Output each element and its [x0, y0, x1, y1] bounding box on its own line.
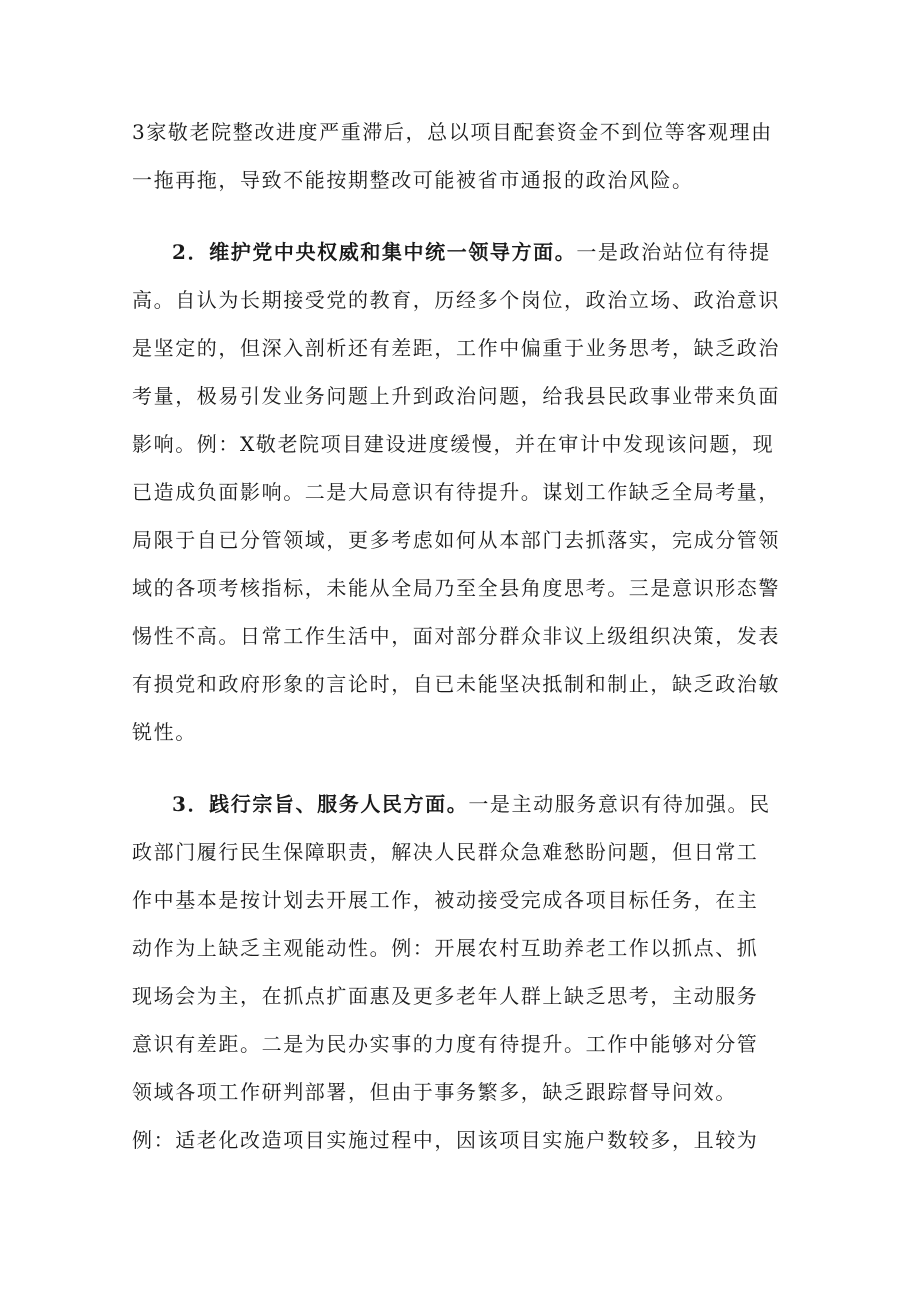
para2-heading: 2．维护党中央权威和集中统一领导方面。: [172, 240, 577, 264]
para2-line-11: 锐性。: [132, 720, 197, 744]
para2-line-8: 域的各项考核指标，未能从全局乃至全县角度思考。三是意识形态警: [132, 576, 780, 600]
para3-line-2: 政部门履行民生保障职责，解决人民群众急难愁盼问题，但日常工: [132, 840, 759, 864]
para2-line-2: 高。自认为长期接受党的教育，历经多个岗位，政治立场、政治意识: [132, 288, 780, 312]
para3-line-7: 领域各项工作研判部署，但由于事务繁多，缺乏跟踪督导问效。: [132, 1080, 737, 1104]
para2-line-3: 是坚定的，但深入剖析还有差距，工作中偏重于业务思考，缺乏政治: [132, 336, 780, 360]
para2-line-7: 局限于自已分管领域，更多考虑如何从本部门去抓落实，完成分管领: [132, 528, 780, 552]
para2-line-6: 已造成负面影响。二是大局意识有待提升。谋划工作缺乏全局考量，: [132, 480, 780, 504]
para3-line-4: 动作为上缺乏主观能动性。例：开展农村互助养老工作以抓点、抓: [132, 936, 759, 960]
para2-line-4: 考量，极易引发业务问题上升到政治问题，给我县民政事业带来负面: [132, 384, 780, 408]
para2-line-9: 惕性不高。日常工作生活中，面对部分群众非议上级组织决策，发表: [132, 624, 780, 648]
para3-line-1: [172, 788, 792, 820]
para3-line-5: 现场会为主，在抓点扩面惠及更多老年人群上缺乏思考，主动服务: [132, 984, 759, 1008]
para3-heading: 3．践行宗旨、服务人民方面。: [172, 792, 469, 816]
para2-line-10: 有损党和政府形象的言论时，自已未能坚决抵制和制止，缺乏政治敏: [132, 672, 780, 696]
para3-line-1-text: 一是主动服务意识有待加强。民: [468, 792, 771, 816]
para3-line-6: 意识有差距。二是为民办实事的力度有待提升。工作中能够对分管: [132, 1032, 759, 1056]
para2-line-1: [172, 236, 792, 268]
para2-line-5: 影响。例：X敬老院项目建设进度缓慢，并在审计中发现该问题，现: [132, 432, 775, 456]
para3-line-3: 作中基本是按计划去开展工作，被动接受完成各项目标任务，在主: [132, 888, 759, 912]
para3-line-8: 例：适老化改造项目实施过程中，因该项目实施户数较多，且较为: [132, 1128, 759, 1152]
para2-line-1-text: 一是政治站位有待提: [576, 240, 771, 264]
para1-line-1: 3家敬老院整改进度严重滞后，总以项目配套资金不到位等客观理由: [132, 120, 773, 144]
para1-line-2: 一拖再拖，导致不能按期整改可能被省市通报的政治风险。: [132, 168, 694, 192]
